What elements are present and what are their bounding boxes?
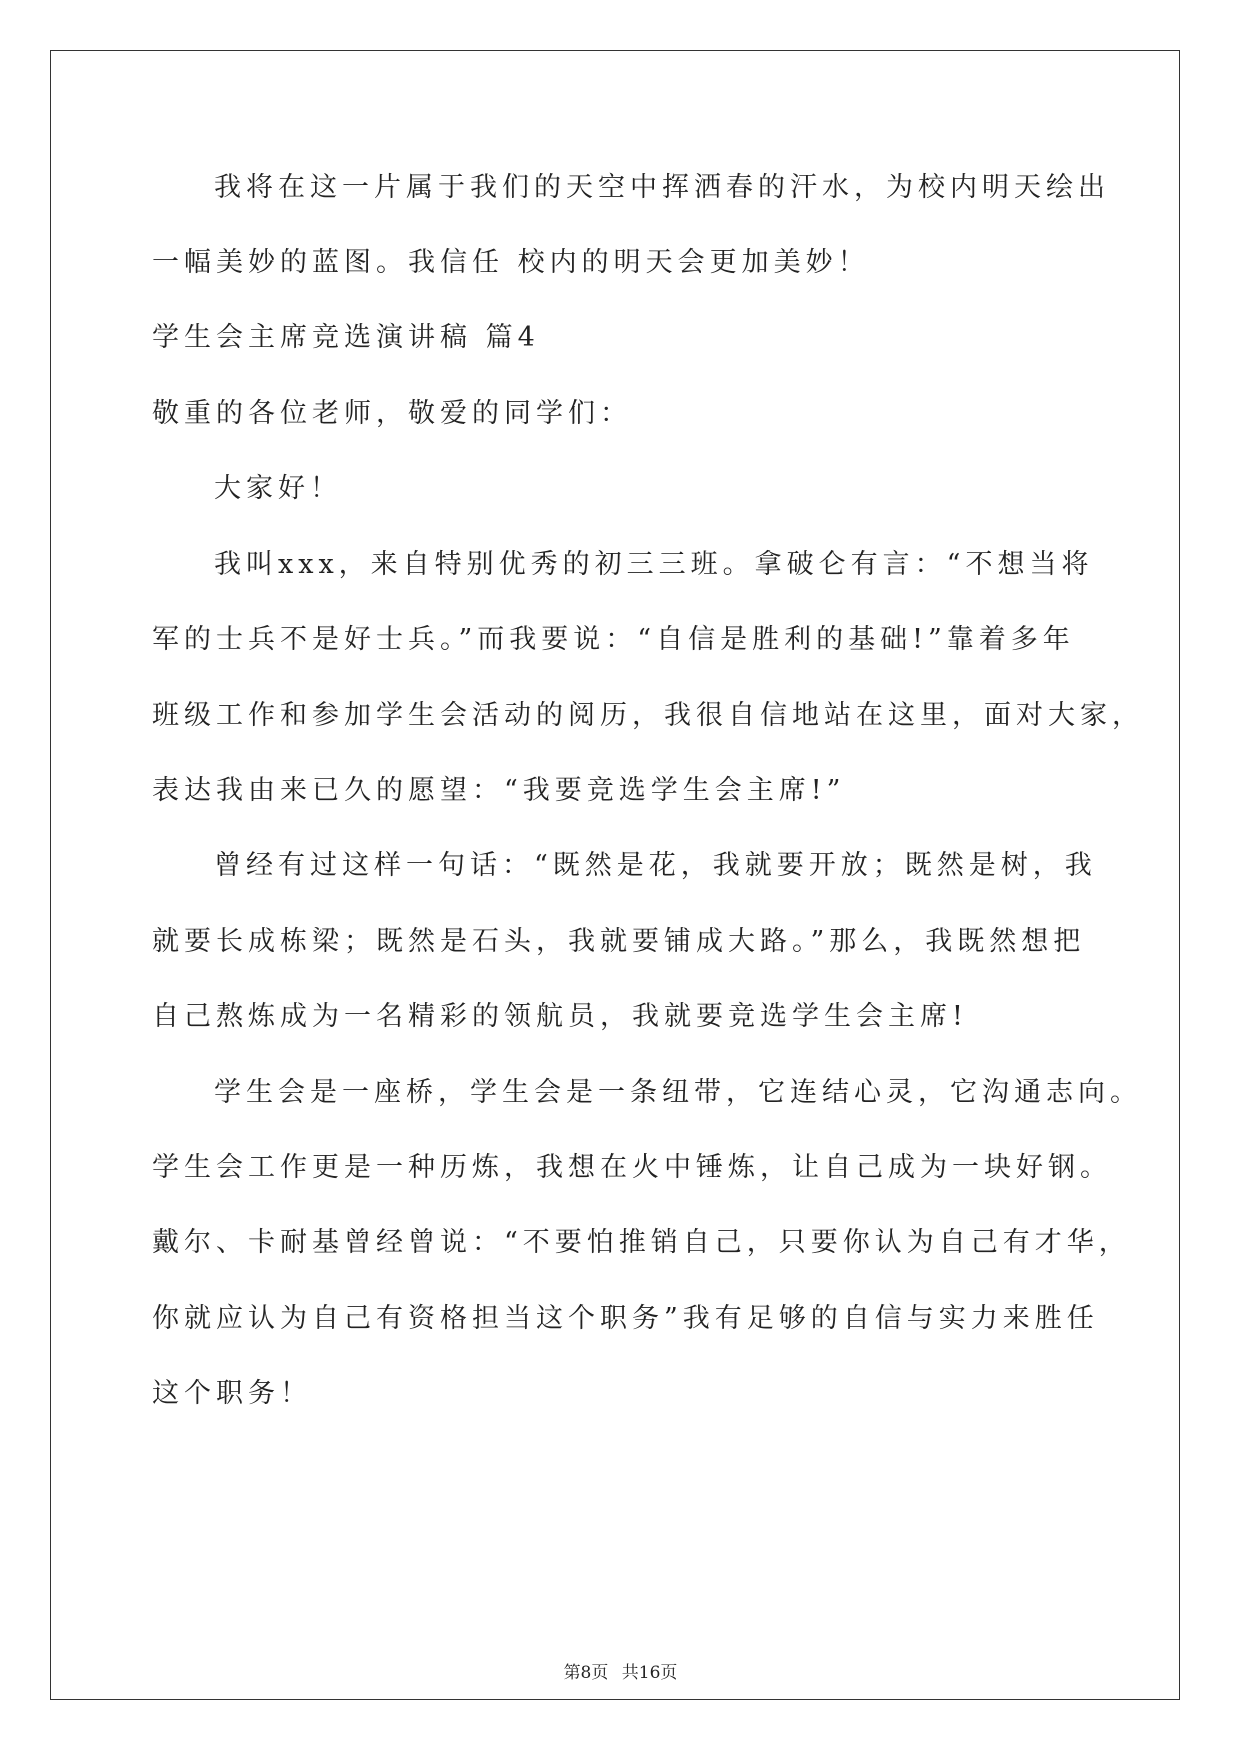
text-line: 你就应认为自己有资格担当这个职务”我有足够的自信与实力来胜任: [152, 1303, 1099, 1334]
text-line: 就要长成栋梁；既然是石头，我就要铺成大路。”那么，我既然想把: [152, 926, 1086, 957]
text-line: 学生会工作更是一种历炼，我想在火中锤炼，让自己成为一块好钢。: [152, 1152, 1112, 1183]
text-line: 一幅美妙的蓝图。我信任 校内的明天会更加美妙！: [152, 247, 870, 278]
text-line: 我将在这一片属于我们的天空中挥洒春的汗水，为校内明天绘出: [214, 172, 1110, 203]
section-heading: 学生会主席竞选演讲稿 篇4: [152, 322, 540, 353]
text-line: 曾经有过这样一句话：“既然是花，我就要开放；既然是树，我: [214, 850, 1097, 881]
page-total: 共16页: [621, 1663, 678, 1683]
text-line: 自己熬炼成为一名精彩的领航员，我就要竞选学生会主席!: [152, 1001, 968, 1032]
page-number: 第8页: [563, 1663, 609, 1683]
text-line: 学生会是一座桥，学生会是一条纽带，它连结心灵，它沟通志向。: [214, 1077, 1142, 1108]
text-line: 班级工作和参加学生会活动的阅历，我很自信地站在这里，面对大家，: [152, 700, 1144, 731]
page-footer: [0, 1658, 1241, 1683]
text-line: 我叫xxx，来自特别优秀的初三三班。拿破仑有言：“不想当将: [214, 549, 1094, 580]
text-line: 军的士兵不是好士兵。”而我要说：“自信是胜利的基础!”靠着多年: [152, 624, 1075, 655]
text-line: 表达我由来已久的愿望：“我要竞选学生会主席!”: [152, 775, 846, 806]
salutation: 敬重的各位老师，敬爱的同学们：: [152, 398, 632, 429]
greeting: 大家好！: [214, 473, 342, 504]
text-line: 戴尔、卡耐基曾经曾说：“不要怕推销自己，只要你认为自己有才华，: [152, 1227, 1131, 1258]
text-line: 这个职务！: [152, 1378, 312, 1409]
